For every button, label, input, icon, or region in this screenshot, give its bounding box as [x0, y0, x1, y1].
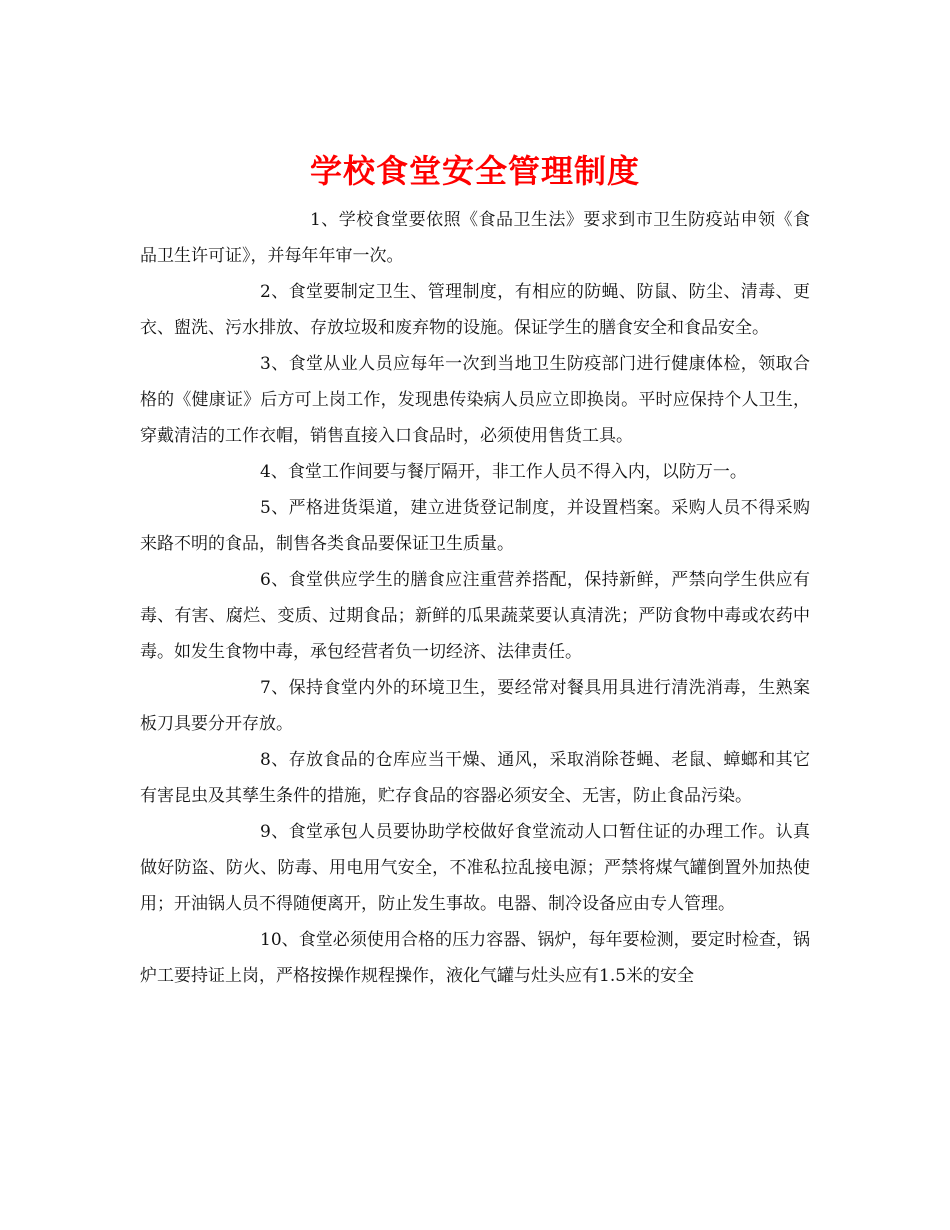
document-title: 学校食堂安全管理制度 [309, 152, 640, 191]
document-body [140, 202, 810, 994]
paragraph-7: 7、保持食堂内外的环境卫生，要经常对餐具用具进行清洗消毒，生熟案板刀具要分开存放。 [140, 678, 810, 734]
paragraph-2: 2、食堂要制定卫生、管理制度，有相应的防蝇、防鼠、防尘、清毒、更衣、盥洗、污水排放、存放垃圾和废弃物的设施。保证学生的膳食安全和食品安全。 [140, 282, 810, 338]
paragraph-6: 6、食堂供应学生的膳食应注重营养搭配，保持新鲜，严禁向学生供应有毒、有害、腐烂、变质、过期食品；新鲜的瓜果蔬菜要认真清洗；严防食物中毒或农药中毒。如发生食物中毒，承包经营者负一切经济、法律责任。 [140, 570, 810, 662]
paragraph-10: 10、食堂必须使用合格的压力容器、锅炉，每年要检测，要定时检查，锅炉工要持证上岗，严格按操作规程操作，液化气罐与灶头应有1.5米的安全 [140, 930, 810, 986]
paragraph-1: 1、学校食堂要依照《食品卫生法》要求到市卫生防疫站申领《食品卫生许可证》，并每年年审一次。 [140, 210, 810, 266]
paragraph-8: 8、存放食品的仓库应当干燥、通风，采取消除苍蝇、老鼠、蟑螂和其它有害昆虫及其孳生条件的措施，贮存食品的容器必须安全、无害，防止食品污染。 [140, 750, 810, 806]
paragraph-3: 3、食堂从业人员应每年一次到当地卫生防疫部门进行健康体检，领取合格的《健康证》后方可上岗工作，发现患传染病人员应立即换岗。平时应保持个人卫生，穿戴清洁的工作衣帽，销售直接入口食品时，必须使用售货工具。 [140, 354, 810, 446]
paragraph-4: 4、食堂工作间要与餐厅隔开，非工作人员不得入内，以防万一。 [260, 462, 747, 482]
paragraph-5: 5、严格进货渠道，建立进货登记制度，并设置档案。采购人员不得采购来路不明的食品，制售各类食品要保证卫生质量。 [140, 498, 810, 554]
paragraph-9: 9、食堂承包人员要协助学校做好食堂流动人口暂住证的办理工作。认真做好防盗、防火、防毒、用电用气安全，不准私拉乱接电源；严禁将煤气罐倒置外加热使用；开油锅人员不得随便离开，防止发生事故。电器、制冷设备应由专人管理。 [140, 822, 810, 914]
